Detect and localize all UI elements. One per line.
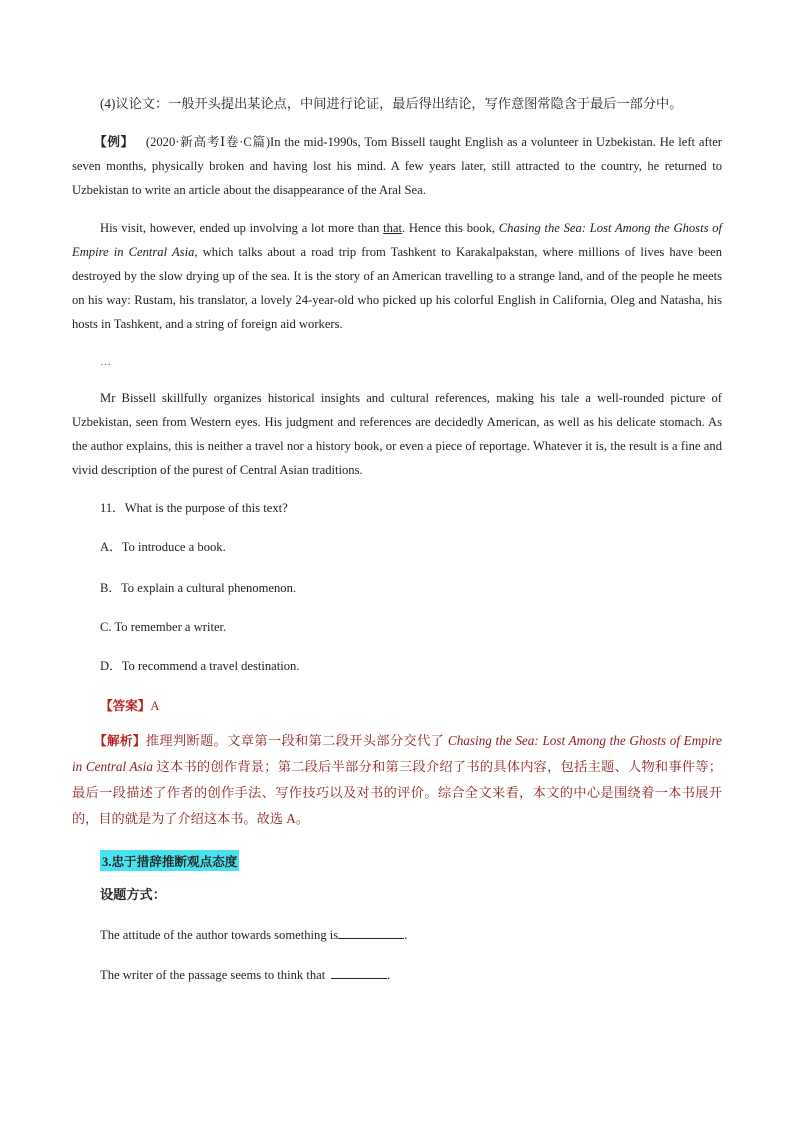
question-stem: 11．What is the purpose of this text? (100, 501, 288, 515)
example-label: 【例】 (94, 135, 134, 149)
answer-blank-1 (338, 926, 404, 939)
analysis-label: 【解析】 (94, 734, 146, 748)
example-paragraph-1 (72, 130, 722, 202)
option-c: C. To remember a writer. (100, 620, 227, 634)
section-3-title: 3.忠于措辞推断观点态度 (100, 850, 239, 871)
format-line-2 (100, 965, 722, 985)
option-d: D．To recommend a travel destination. (100, 659, 300, 673)
underlined-word-that: that (383, 221, 402, 235)
option-a: A．To introduce a book. (100, 540, 226, 554)
example-p2-part-b: . Hence this book, (401, 221, 499, 235)
example-p2-part-c: which talks about a road trip from Tashkent to Karakalpakstan, where millions of lives have been destroyed by the slow drying up of the sea. It is the story of an American travelling to a strange land, and of the people he meets on his way: Rustam, his translator, a lovely 24-year-old who picked up his colorful English in California, Oleg and Natasha, his hosts in Tashkent, and a string of foreign aid workers. (72, 245, 722, 331)
book-title: Chasing the Sea: Lost Among the Ghosts of Empire in Central Asia, (72, 221, 723, 259)
question-format-subtitle: 设题方式： (100, 887, 166, 902)
example-paragraph-2 (72, 216, 722, 336)
format-line-2-period: . (387, 968, 391, 982)
answer-value: A (150, 699, 160, 713)
document-body (72, 92, 722, 985)
section-3-heading-row (72, 850, 722, 871)
answer-line (100, 696, 722, 716)
analysis-paragraph (72, 728, 722, 832)
example-p1-text: In the mid-1990s, Tom Bissell taught English as a volunteer in Uzbekistan. He left after seven months, physically broken and having lost his mind. A few years later, still attracted to the country, he returned to Uzbekistan to write an article about the disappearance of the Aral Sea. (72, 135, 722, 197)
example-p2-part-a: His visit, however, ended up involving a lot more than (100, 221, 384, 235)
format-line-1 (100, 925, 722, 945)
example-source: (2020·新高考Ⅰ卷·C篇) (145, 135, 271, 149)
analysis-text-b: 这本书的创作背景；第二段后半部分和第三段介绍了书的具体内容，包括主题、人物和事件等；最后一段描述了作者的创作手法、写作技巧以及对书的评价。综合全文来看，本文的中心是围绕着一本书展开的，目的就是为了介绍这本书。故选 A。 (72, 759, 722, 826)
format-line-2-text: The writer of the passage seems to think that (100, 968, 326, 982)
option-b: B．To explain a cultural phenomenon. (100, 581, 297, 595)
argumentative-essay-note: (4)议论文：一般开头提出某论点，中间进行论证，最后得出结论，写作意图常隐含于最后一部分中。 (100, 96, 683, 111)
example-paragraph-3: Mr Bissell skillfully organizes historical insights and cultural references, making his tale a well-rounded picture of Uzbekistan, seen from Western eyes. His judgment and references are decidedly American, as well as his delicate stomach. As the author explains, this is neither a travel nor a history book, or even a piece of reportage. Whatever it is, the result is a fine and vivid description of the purest of Central Asian traditions. (72, 391, 722, 477)
format-line-1-text: The attitude of the author towards something is (100, 928, 339, 942)
analysis-text-a: 推理判断题。文章第一段和第二段开头部分交代了 (145, 733, 448, 748)
answer-blank-2 (331, 966, 387, 979)
analysis-book-title: Chasing the Sea: Lost Among the Ghosts of Empire in Central Asia (72, 733, 722, 774)
answer-label: 【答案】 (100, 699, 151, 713)
format-line-1-period: . (404, 928, 408, 942)
ellipsis: … (100, 356, 111, 368)
